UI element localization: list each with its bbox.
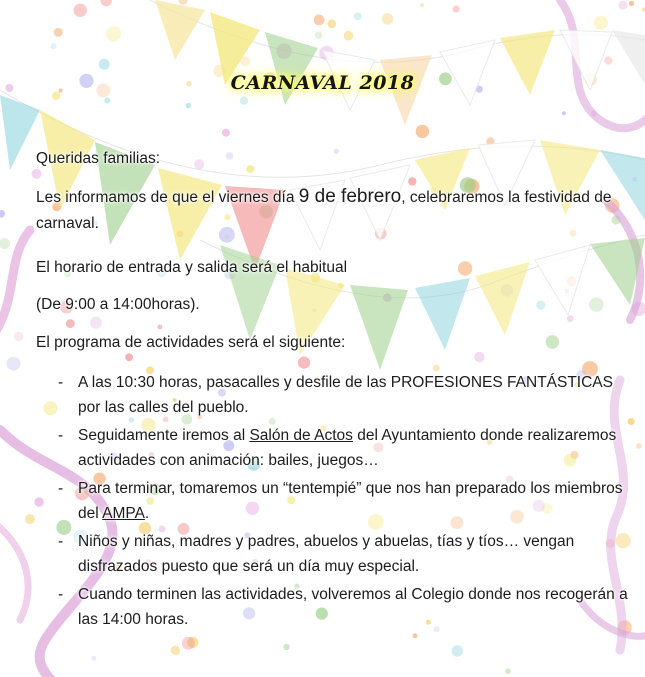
hours-line: (De 9:00 a 14:00horas). [36,296,200,313]
list-item [58,582,628,632]
intro-text-after: , celebraremos la festividad de carnaval. [36,189,612,232]
activity-text: Cuando terminen las actividades, volveremos al Colegio donde nos recogerán a las 14:00 horas. [78,586,628,628]
bullet-dash: - [58,586,64,603]
intro-text-before: Les informamos de que el viernes día [36,189,299,206]
activity-text-before: Para terminar, tomaremos un “tentempié” que nos han preparado los miembros del [78,480,623,522]
bullet-dash: - [58,533,64,550]
list-item [58,423,628,473]
event-date: 9 de febrero [298,186,402,207]
activity-text-before: Seguidamente iremos al [78,427,250,444]
bullet-dash: - [58,480,64,497]
bullet-dash: - [58,427,64,444]
activity-text-after: del Ayuntamiento donde realizaremos actividades con animación: bailes, juegos… [78,427,617,469]
activity-text-after: . [144,505,150,522]
greeting: Queridas familias: [36,150,161,167]
page-title: CARNAVAL 2018 [230,72,415,94]
bullet-dash: - [58,374,64,391]
schedule-line: El horario de entrada y salida será el habitual [36,259,348,276]
program-intro: El programa de actividades será el siguiente: [36,334,346,351]
list-item [58,370,628,420]
list-item [58,476,628,526]
intro-paragraph [36,184,616,237]
salon-de-actos-underlined: Salón de Actos [249,427,353,444]
activity-text: A las 10:30 horas, pasacalles y desfile de las PROFESIONES FANTÁSTICAS por las calles del pueblo. [78,374,613,416]
activity-text: Niños y niñas, madres y padres, abuelos y abuelas, tías y tíos… vengan disfrazados puesto que será un día muy especial. [78,533,575,575]
list-item [58,529,628,579]
activities-list [58,370,628,635]
ampa-underlined: AMPA [102,505,145,522]
